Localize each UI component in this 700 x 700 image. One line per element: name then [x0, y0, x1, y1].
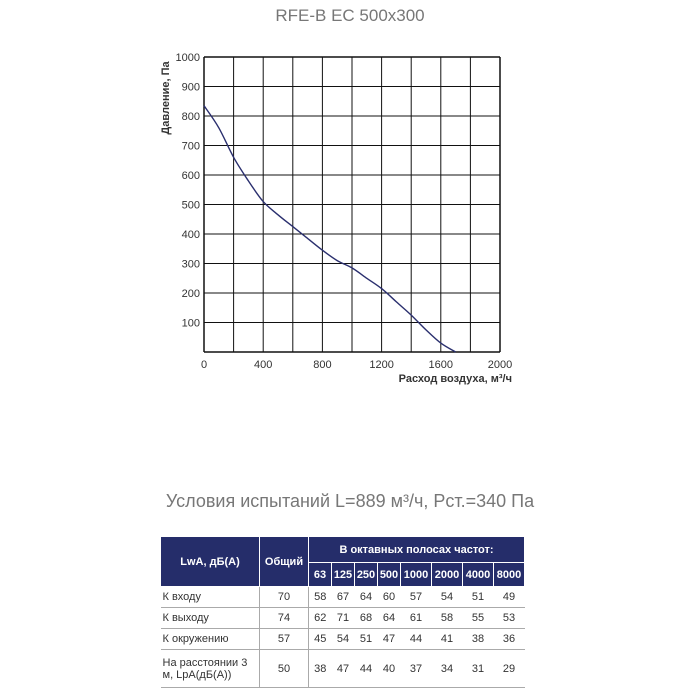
- y-tick-label: 1000: [175, 52, 200, 64]
- row-total: 50: [260, 650, 309, 688]
- x-tick-label: 0: [200, 359, 208, 371]
- header-lwa: LwA, дБ(А): [161, 537, 260, 587]
- y-tick-label: 700: [181, 140, 200, 153]
- band-value: 60: [378, 587, 401, 608]
- band-value: 61: [401, 608, 432, 629]
- band-value: 54: [332, 629, 355, 650]
- x-tick-label: 2000: [487, 359, 513, 371]
- x-tick-label: 800: [313, 359, 332, 371]
- band-value: 62: [309, 608, 332, 629]
- band-value: 53: [494, 608, 525, 629]
- band-value: 51: [463, 587, 494, 608]
- x-axis-ticks: [201, 359, 512, 371]
- band-value: 38: [463, 629, 494, 650]
- band-value: 31: [463, 650, 494, 688]
- x-tick-label: 1600: [428, 359, 454, 371]
- band-value: 38: [309, 650, 332, 688]
- band-value: 54: [432, 587, 463, 608]
- y-tick-label: 900: [181, 81, 200, 94]
- frequency-header: 250: [355, 563, 378, 587]
- band-value: 67: [332, 587, 355, 608]
- row-label: К входу: [161, 587, 260, 608]
- row-label: На расстоянии 3 м, LpA(дБ(А)): [161, 650, 260, 688]
- band-value: 44: [401, 629, 432, 650]
- row-total: 70: [260, 587, 309, 608]
- band-value: 58: [432, 608, 463, 629]
- band-value: 47: [378, 629, 401, 650]
- y-tick-label: 100: [181, 317, 200, 330]
- y-axis-ticks: [176, 52, 200, 330]
- band-value: 40: [378, 650, 401, 688]
- frequency-header: 63: [309, 563, 332, 587]
- noise-table: [160, 536, 525, 688]
- header-bands: В октавных полосах частот:: [309, 537, 525, 563]
- table-body: [161, 587, 525, 688]
- frequency-header: 2000: [432, 563, 463, 587]
- band-value: 55: [463, 608, 494, 629]
- row-total: 74: [260, 608, 309, 629]
- band-value: 64: [355, 587, 378, 608]
- x-tick-label: 1200: [369, 359, 394, 371]
- test-conditions: Условия испытаний L=889 м³/ч, Рст.=340 Па: [165, 491, 535, 511]
- chart-title: RFE-B EC 500x300: [275, 6, 425, 25]
- band-value: 36: [494, 629, 525, 650]
- header-total: Общий: [260, 537, 309, 587]
- band-value: 57: [401, 587, 432, 608]
- frequency-header: 1000: [401, 563, 432, 587]
- band-value: 71: [332, 608, 355, 629]
- table-row: [161, 629, 525, 650]
- table-row: [161, 608, 525, 629]
- x-axis-label: Расход воздуха, м³/ч: [398, 373, 512, 385]
- table-row: [161, 587, 525, 608]
- band-value: 29: [494, 650, 525, 688]
- row-total: 57: [260, 629, 309, 650]
- band-value: 68: [355, 608, 378, 629]
- x-tick-label: 400: [254, 359, 273, 371]
- y-axis-label: Давление, Па: [160, 61, 172, 135]
- y-tick-label: 600: [181, 170, 200, 182]
- y-tick-label: 300: [181, 258, 200, 271]
- pressure-curve: [204, 106, 456, 352]
- band-value: 51: [355, 629, 378, 650]
- y-tick-label: 200: [181, 288, 200, 300]
- y-tick-label: 500: [181, 199, 200, 212]
- band-value: 58: [309, 587, 332, 608]
- band-value: 45: [309, 629, 332, 650]
- band-value: 44: [355, 650, 378, 688]
- frequency-header: 8000: [494, 563, 525, 587]
- band-value: 47: [332, 650, 355, 688]
- band-value: 34: [432, 650, 463, 688]
- frequency-header: 125: [332, 563, 355, 587]
- y-tick-label: 800: [181, 111, 200, 123]
- band-value: 49: [494, 587, 525, 608]
- y-tick-label: 400: [181, 229, 200, 241]
- frequency-header: 4000: [463, 563, 494, 587]
- chart-grid: [204, 57, 500, 352]
- band-value: 41: [432, 629, 463, 650]
- table-row: [161, 650, 525, 688]
- frequency-header: 500: [378, 563, 401, 587]
- band-value: 64: [378, 608, 401, 629]
- row-label: К окружению: [161, 629, 260, 650]
- band-value: 37: [401, 650, 432, 688]
- row-label: К выходу: [161, 608, 260, 629]
